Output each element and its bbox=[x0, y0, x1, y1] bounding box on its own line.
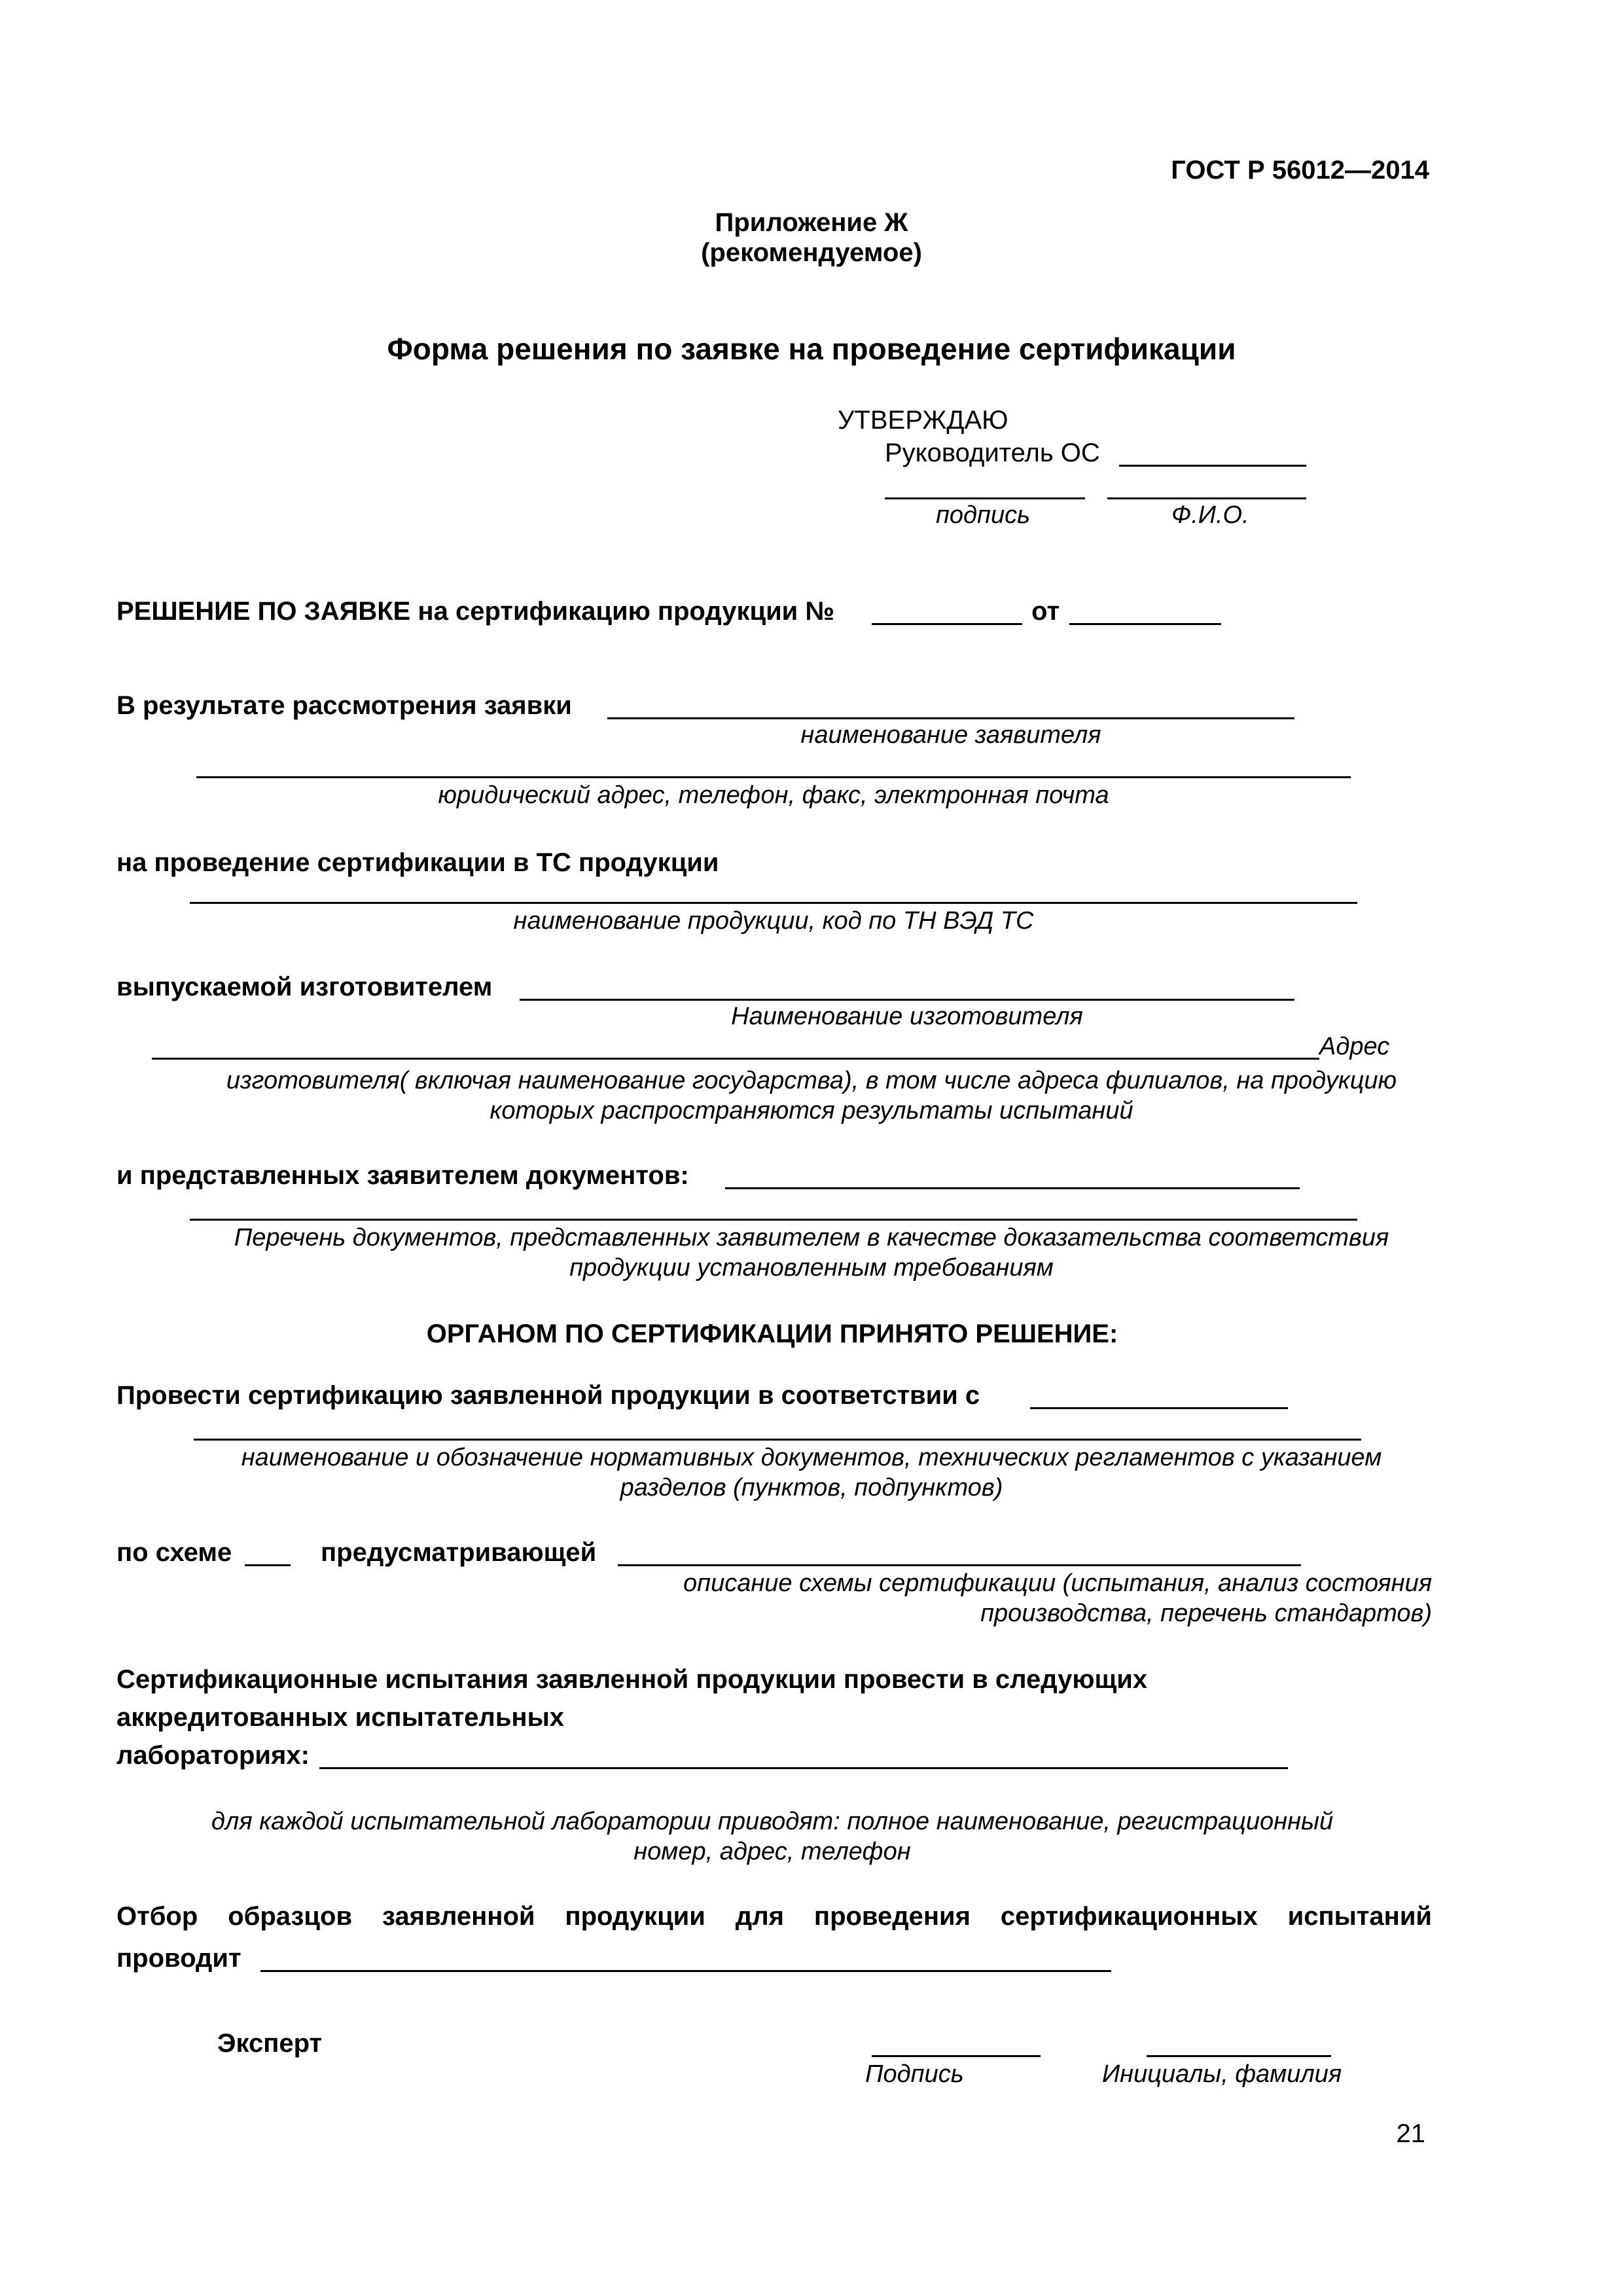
sampling-line-1-text: Отбор образцов заявленной продукции для проведения сертификационных испытаний bbox=[116, 1902, 1432, 1931]
product-label: на проведение сертификации в ТС продукции bbox=[116, 848, 719, 877]
manufacturer-hint: Наименование изготовителя bbox=[731, 1003, 1083, 1030]
documents-label: и представленных заявителем документов: bbox=[116, 1161, 689, 1190]
manufacturer-address-hint-1: Адрес bbox=[1319, 1033, 1390, 1060]
manufacturer-label: выпускаемой изготовителем bbox=[116, 973, 493, 1001]
page-number: 21 bbox=[1396, 2119, 1425, 2148]
conduct-line[interactable] bbox=[1030, 1407, 1288, 1409]
labs-line[interactable] bbox=[319, 1767, 1288, 1769]
manufacturer-line[interactable] bbox=[520, 999, 1294, 1001]
applicant-address-line[interactable] bbox=[196, 776, 1351, 778]
product-line[interactable] bbox=[190, 902, 1357, 904]
expert-signature-line[interactable] bbox=[872, 2055, 1041, 2057]
labs-line-1: Сертификационные испытания заявленной продукции провести в следующих bbox=[116, 1665, 1148, 1694]
conduct-hint-1: наименование и обозначение нормативных документов, технических регламентов с указанием bbox=[241, 1444, 1382, 1471]
expert-signature-hint: Подпись bbox=[865, 2060, 964, 2088]
scheme-provides-label: предусматривающей bbox=[321, 1538, 597, 1567]
appendix-note: (рекомендуемое) bbox=[701, 238, 922, 267]
scheme-hint-2: производства, перечень стандартов) bbox=[980, 1600, 1432, 1627]
scheme-line[interactable] bbox=[618, 1564, 1301, 1566]
decision-date-line[interactable] bbox=[1069, 623, 1221, 625]
product-hint: наименование продукции, код по ТН ВЭД ТС bbox=[513, 907, 1034, 935]
head-signature-line[interactable] bbox=[885, 497, 1085, 499]
head-signature-hint: подпись bbox=[936, 501, 1031, 529]
expert-name-line[interactable] bbox=[1147, 2055, 1331, 2057]
labs-hint-2: номер, адрес, телефон bbox=[633, 1838, 911, 1865]
decision-number-line[interactable] bbox=[872, 623, 1022, 625]
decision-from-label: от bbox=[1031, 597, 1060, 626]
labs-hint-1: для каждой испытательной лаборатории приводят: полное наименование, регистрационный bbox=[211, 1808, 1334, 1835]
head-name-line[interactable] bbox=[1107, 497, 1306, 499]
appendix-label: Приложение Ж bbox=[715, 208, 908, 237]
expert-label: Эксперт bbox=[217, 2029, 323, 2058]
conduct-hint-2: разделов (пунктов, подпунктов) bbox=[620, 1474, 1003, 1501]
decision-heading: РЕШЕНИЕ ПО ЗАЯВКЕ на сертификацию продукции № bbox=[116, 597, 834, 626]
review-label: В результате рассмотрения заявки bbox=[116, 691, 572, 720]
sampling-line-1 bbox=[116, 1903, 1432, 1929]
labs-line-2: аккредитованных испытательных bbox=[116, 1703, 564, 1732]
documents-line[interactable] bbox=[725, 1187, 1300, 1189]
approve-label: УТВЕРЖДАЮ bbox=[838, 406, 1008, 435]
expert-name-hint: Инициалы, фамилия bbox=[1102, 2060, 1342, 2088]
scheme-label: по схеме bbox=[116, 1538, 232, 1567]
conduct-line-2[interactable] bbox=[194, 1439, 1361, 1441]
manufacturer-address-line[interactable] bbox=[152, 1058, 1319, 1060]
applicant-line[interactable] bbox=[607, 717, 1294, 719]
body-decision-heading: ОРГАНОМ ПО СЕРТИФИКАЦИИ ПРИНЯТО РЕШЕНИЕ: bbox=[426, 1319, 1118, 1348]
applicant-hint: наименование заявителя bbox=[800, 721, 1101, 749]
head-label: Руководитель ОС bbox=[885, 439, 1100, 467]
scheme-number-line[interactable] bbox=[245, 1564, 291, 1566]
head-field-line[interactable] bbox=[1119, 465, 1306, 467]
document-title: Форма решения по заявке на проведение сертификации bbox=[387, 332, 1236, 366]
manufacturer-address-hint-3: которых распространяются результаты испытаний bbox=[490, 1097, 1133, 1124]
head-name-hint: Ф.И.О. bbox=[1171, 501, 1249, 529]
documents-line-2[interactable] bbox=[190, 1219, 1357, 1221]
standard-number: ГОСТ Р 56012—2014 bbox=[1171, 156, 1429, 185]
scheme-hint-1: описание схемы сертификации (испытания, анализ состояния bbox=[683, 1570, 1432, 1597]
manufacturer-address-hint-2: изготовителя( включая наименование государства), в том числе адреса филиалов, на продукцию bbox=[226, 1067, 1397, 1094]
documents-hint-1: Перечень документов, представленных заявителем в качестве доказательства соответствия bbox=[234, 1224, 1389, 1251]
labs-line-3: лабораториях: bbox=[116, 1741, 310, 1770]
sampling-line-2: проводит bbox=[116, 1944, 241, 1973]
sampling-line[interactable] bbox=[260, 1970, 1111, 1972]
conduct-label: Провести сертификацию заявленной продукции в соответствии с bbox=[116, 1381, 980, 1410]
documents-hint-2: продукции установленным требованиям bbox=[569, 1254, 1054, 1282]
applicant-address-hint: юридический адрес, телефон, факс, электронная почта bbox=[438, 781, 1109, 809]
